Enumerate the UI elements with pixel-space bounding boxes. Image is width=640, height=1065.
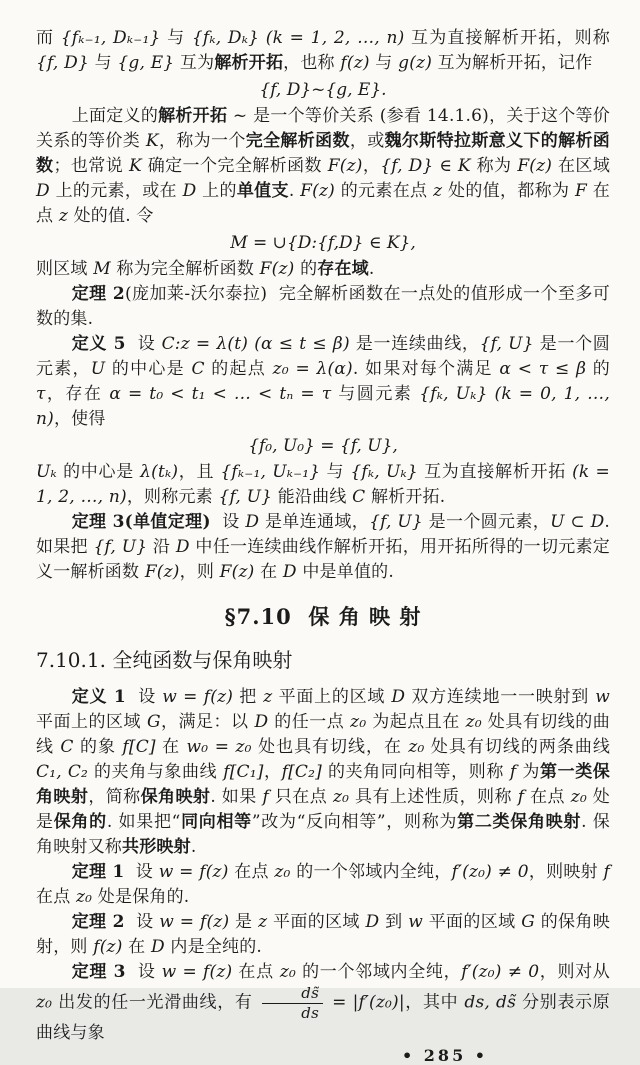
text-run: 分别表示原曲线与象: [36, 992, 610, 1043]
paragraph: [36, 104, 610, 229]
subsection-heading: [36, 644, 610, 673]
text-run: 的中心是: [105, 359, 192, 379]
paragraph: [36, 510, 610, 585]
text-run: . 如果对每个满足: [352, 359, 500, 379]
text-run: 而: [36, 28, 61, 48]
text-run: F: [575, 181, 588, 201]
text-run: 在点: [36, 887, 77, 907]
text-run: 第二类保角映射: [457, 812, 582, 832]
text-run: G: [146, 712, 161, 732]
text-run: F(z): [300, 181, 335, 201]
formula: [36, 230, 610, 256]
text-run: 与: [88, 53, 118, 73]
text-run: ，则映射: [528, 862, 604, 882]
text-run: z₀: [350, 712, 367, 732]
text-run: {f, U}: [218, 487, 273, 507]
text-run: 在: [122, 937, 151, 957]
text-run: 解析开拓: [158, 106, 228, 126]
text-run: 的夹角与象曲线: [88, 762, 224, 782]
text-run: 平面的区域: [422, 912, 522, 932]
text-run: . 如果: [210, 787, 263, 807]
text-run: {fₖ₋₁, Dₖ₋₁}: [60, 28, 161, 48]
text-run: 设: [210, 512, 246, 532]
text-run: w = f(z): [159, 912, 230, 932]
text-run: 设: [125, 962, 162, 982]
text-run: 7.10.1. 全纯函数与保角映射: [36, 648, 293, 672]
text-run: 只在点: [269, 787, 333, 807]
text-run: 处是保角的.: [92, 887, 190, 907]
text-run: 同向相等: [180, 812, 252, 832]
text-run: K: [145, 131, 159, 151]
text-run: ，满足：以: [160, 712, 255, 732]
paragraph: [36, 460, 610, 510]
text-run: 在: [254, 562, 283, 582]
paragraph: [36, 685, 610, 860]
text-run: {f, U}: [479, 334, 534, 354]
text-run: 则区域: [36, 259, 94, 279]
text-run: 定义 5: [71, 334, 126, 354]
text-run: 设: [125, 687, 163, 707]
text-run: {f, D} ∈ K: [380, 156, 471, 176]
text-run: 与: [320, 462, 351, 482]
text-run: ，使得: [53, 409, 106, 429]
text-run: f[C]: [122, 737, 156, 757]
text-run: 处也具有切线，在: [251, 737, 409, 757]
text-run: 上的元素，或在: [49, 181, 183, 201]
text-run: 在区域: [552, 156, 611, 176]
text-run: 魏尔斯特拉斯意义下的解析函数: [36, 131, 611, 176]
text-run: {fₖ₋₁, Uₖ₋₁}: [220, 462, 321, 482]
text-run: U: [90, 359, 106, 379]
text-run: {f, U}: [93, 537, 148, 557]
text-run: 保角的: [53, 812, 107, 832]
text-run: {f₀, U₀} = {f, U},: [248, 436, 398, 456]
text-run: 设: [125, 334, 162, 354]
text-run: z₀: [408, 737, 425, 757]
text-run: 的中心是: [56, 462, 141, 482]
text-run: w = f(z): [162, 687, 234, 707]
text-run: 沿: [147, 537, 176, 557]
text-run: z₀: [36, 992, 53, 1013]
text-run: 与: [369, 53, 399, 73]
text-run: ，且: [178, 462, 221, 482]
text-run: 是: [229, 912, 259, 932]
text-run: 处是: [36, 787, 611, 832]
text-run: 设: [124, 862, 159, 882]
text-run: 的夹角同向相等，则称: [321, 762, 510, 782]
text-run: ”改为“反向相等”，则称为: [251, 812, 458, 832]
text-run: ，简称: [88, 787, 141, 807]
text-run: ，则: [179, 562, 220, 582]
paragraph: [36, 332, 610, 432]
text-run: F(z): [517, 156, 553, 176]
text-run: ，则对从: [539, 962, 611, 982]
text-run: C: [352, 487, 366, 507]
text-run: 的起点: [204, 359, 273, 379]
fraction-numerator: ds̃: [262, 985, 323, 1004]
fraction: [262, 985, 323, 1021]
text-run: λ(tₖ): [140, 462, 179, 482]
text-run: 能沿曲线: [272, 487, 353, 507]
text-run: 设: [124, 912, 160, 932]
text-run: C: [191, 359, 205, 379]
text-run: 确定一个完全解析函数: [141, 156, 328, 176]
fraction-denominator: ds: [301, 1003, 319, 1022]
section-heading: [36, 601, 610, 631]
text-run: 出发的任一光滑曲线，有: [52, 992, 259, 1013]
text-run: 处具有切线的曲线: [36, 712, 610, 757]
text-run: z₀: [570, 787, 587, 807]
text-run: D: [150, 937, 165, 957]
text-run: {f, U}: [369, 512, 423, 532]
text-run: w = f(z): [158, 862, 229, 882]
text-run: f[C₂]: [281, 762, 322, 782]
text-run: = |f′(z₀)|: [326, 992, 405, 1013]
text-run: . 如果把: [36, 512, 611, 557]
text-run: 称为: [470, 156, 518, 176]
text-run: G: [521, 912, 535, 932]
text-run: 平面的区域: [267, 912, 366, 932]
text-run: 双方连续地一一映射到: [405, 687, 596, 707]
text-run: 共形映射: [122, 837, 191, 857]
text-run: τ: [36, 384, 46, 404]
text-run: F(z): [219, 562, 255, 582]
text-run: {f, D}: [36, 53, 89, 73]
text-run: 的一个邻域内全纯，: [290, 862, 452, 882]
paragraph: [36, 960, 610, 1046]
text-run: . 保角映射又称: [36, 812, 610, 857]
text-run: 在点: [228, 862, 275, 882]
text-run: 内是全纯的.: [164, 937, 263, 957]
text-run: D: [245, 512, 260, 532]
text-run: C₁, C₂: [36, 762, 89, 782]
text-run: 完全解析函数: [245, 131, 350, 151]
formula: [36, 77, 610, 103]
text-run: (k = 1, 2, …, n): [259, 28, 405, 48]
text-run: f′(z₀) ≠ 0: [461, 962, 540, 982]
paragraph: [36, 282, 610, 332]
text-run: ds, ds̃: [464, 992, 517, 1013]
formula: [36, 433, 610, 459]
text-run: 为: [516, 762, 541, 782]
text-run: D: [391, 687, 406, 707]
text-run: 定义 1: [71, 687, 126, 707]
text-run: z₀: [465, 712, 482, 732]
text-run: 的任一点: [268, 712, 351, 732]
text-run: α < τ ≤ β: [499, 359, 587, 379]
text-run: (k = 1, 2, …, n): [36, 462, 610, 507]
text-run: 上的: [196, 181, 237, 201]
text-run: f′(z₀) ≠ 0: [451, 862, 529, 882]
text-run: §7.10 保 角 映 射: [224, 604, 422, 629]
text-run: 到: [379, 912, 409, 932]
text-run: 定理 2: [71, 284, 125, 304]
text-run: 具有上述性质，则称: [349, 787, 518, 807]
page-number: • 285 •: [402, 1046, 488, 1065]
text-run: 互为解析开拓，记作: [432, 53, 593, 73]
text-run: ，则称元素: [126, 487, 219, 507]
text-run: 中任一连续曲线作解析开拓，用开拓所得的一切元素定义一解析函数: [36, 537, 610, 582]
text-run: w: [408, 912, 423, 932]
text-run: α = t₀ < t₁ < … < tₙ = τ: [109, 384, 332, 404]
text-run: 处的值，都称为: [442, 181, 576, 201]
text-run: M = ∪{D:{f,D} ∈ K},: [230, 233, 416, 253]
text-run: f(z): [340, 53, 370, 73]
text-run: 的元素在点: [335, 181, 434, 201]
text-run: (庞加莱-沃尔泰拉) 完全解析函数在一点处的值形成一个至多可数的集.: [36, 284, 610, 329]
paragraph: [36, 860, 610, 910]
text-run: . 如果把“: [106, 812, 181, 832]
text-run: 是一个圆元素，: [422, 512, 551, 532]
text-run: 单值支: [236, 181, 289, 201]
text-run: D: [254, 712, 269, 732]
text-run: w₀ = z₀: [186, 737, 252, 757]
text-run: ，或: [349, 131, 385, 151]
text-run: w = f(z): [161, 962, 233, 982]
text-run: z₀: [333, 787, 350, 807]
text-run: z₀: [76, 887, 93, 907]
text-run: 在: [155, 737, 187, 757]
text-run: F(z): [144, 562, 180, 582]
text-run: 保角映射: [140, 787, 211, 807]
text-run: z: [263, 687, 273, 707]
text-run: 互为: [174, 53, 215, 73]
text-run: ；也常说: [53, 156, 129, 176]
text-run: 存在域: [317, 259, 369, 279]
text-run: D: [365, 912, 380, 932]
text-run: .: [190, 837, 197, 857]
text-run: 上面定义的: [71, 106, 159, 126]
text-run: z: [433, 181, 443, 201]
text-run: F(z): [259, 259, 295, 279]
text-run: 是一连续曲线，: [349, 334, 480, 354]
text-run: f: [509, 762, 517, 782]
paragraph: [36, 910, 610, 960]
text-run: ，: [362, 156, 381, 176]
text-run: 与圆元素: [331, 384, 420, 404]
paragraph: [36, 257, 610, 282]
text-run: 互为直接解析开拓: [417, 462, 573, 482]
text-run: C: [60, 737, 74, 757]
text-run: 平面上的区域: [272, 687, 392, 707]
text-run: f[C₁]: [223, 762, 264, 782]
text-run: f: [517, 787, 525, 807]
text-run: 定理 2: [71, 912, 125, 932]
text-run: f(z): [93, 937, 123, 957]
text-run: D: [282, 562, 297, 582]
text-run: g(z): [398, 53, 433, 73]
text-run: f: [603, 862, 611, 882]
text-run: ，存在: [45, 384, 110, 404]
text-run: z: [258, 912, 268, 932]
text-run: ，: [263, 762, 282, 782]
text-run: M: [93, 259, 111, 279]
text-run: 处的值. 令: [67, 206, 154, 226]
text-run: 处具有切线的两条曲线: [424, 737, 611, 757]
text-run: w: [595, 687, 610, 707]
text-run: 是一个圆元素，: [36, 334, 610, 379]
text-run: z: [58, 206, 68, 226]
text-run: ，也称: [283, 53, 341, 73]
text-run: 定理 3(单值定理): [71, 512, 211, 532]
text-run: 解析开拓.: [365, 487, 446, 507]
text-run: F(z): [327, 156, 363, 176]
text-run: 在点: [36, 181, 610, 226]
text-run: 中是单值的.: [296, 562, 394, 582]
text-run: z₀ = λ(α): [272, 359, 353, 379]
text-run: z₀: [279, 962, 297, 982]
text-run: z₀: [274, 862, 291, 882]
text-run: {f, D}~{g, E}.: [259, 80, 387, 100]
text-run: 解析开拓: [214, 53, 284, 73]
text-run: Uₖ: [36, 462, 57, 482]
text-run: {fₖ, Uₖ} (k = 0, 1, …, n): [36, 384, 610, 429]
text-run: f: [262, 787, 270, 807]
text-run: 与: [160, 28, 192, 48]
text-run: ，称为一个: [158, 131, 246, 151]
paragraph: [36, 26, 610, 76]
text-run: 平面上的区域: [36, 712, 147, 732]
text-run: {g, E}: [117, 53, 175, 73]
text-run: ，其中: [404, 992, 465, 1013]
text-run: 的象: [73, 737, 123, 757]
text-run: U ⊂ D: [550, 512, 605, 532]
text-run: .: [288, 181, 301, 201]
text-run: C:z = λ(t) (α ≤ t ≤ β): [161, 334, 350, 354]
text-run: 的一个邻域内全纯，: [296, 962, 462, 982]
text-run: D: [182, 181, 197, 201]
text-run: ~ 是一个等价关系 (参看 14.1.6)，关于这个等价关系的等价类: [36, 106, 610, 151]
text-run: 称为完全解析函数: [110, 259, 260, 279]
text-run: D: [175, 537, 190, 557]
text-run: 把: [233, 687, 264, 707]
page-content: [36, 26, 610, 1046]
text-run: 互为直接解析开拓，则称: [404, 28, 610, 48]
text-run: 的: [294, 259, 318, 279]
text-run: 的: [586, 359, 610, 379]
text-run: 定理 1: [71, 862, 125, 882]
text-run: 在点: [232, 962, 280, 982]
text-run: 在点: [524, 787, 571, 807]
text-run: K: [128, 156, 142, 176]
text-run: .: [368, 259, 375, 279]
text-run: {fₖ, Dₖ}: [191, 28, 260, 48]
text-run: 定理 3: [71, 962, 126, 982]
text-run: 的保角映射，则: [36, 912, 610, 957]
text-run: D: [36, 181, 50, 201]
text-run: 是单连通域，: [259, 512, 370, 532]
text-run: {fₖ, Uₖ}: [350, 462, 418, 482]
text-run: 为起点且在: [366, 712, 466, 732]
text-run: 第一类保角映射: [36, 762, 610, 807]
